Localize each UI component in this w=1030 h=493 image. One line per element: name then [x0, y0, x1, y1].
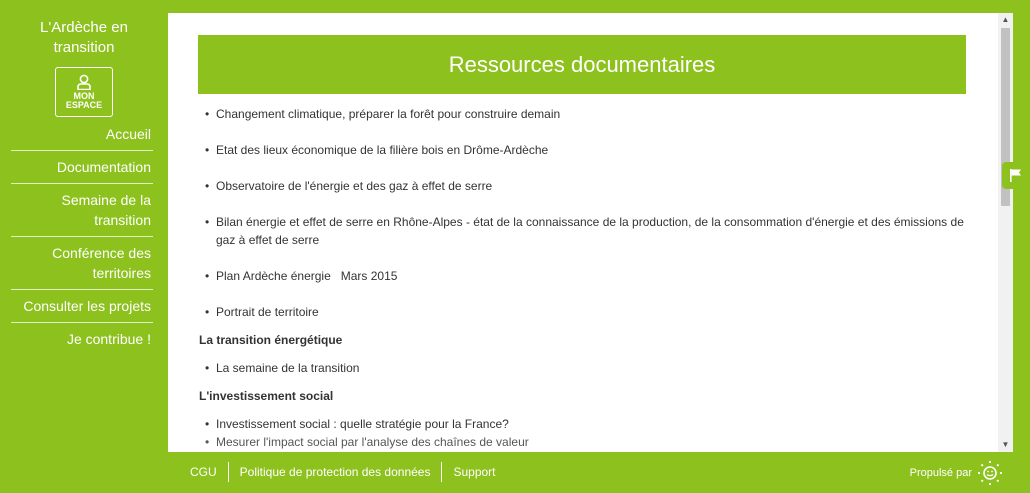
- list-item[interactable]: [199, 213, 969, 249]
- list-item-text[interactable]: Plan Ardèche énergie Mars 2015: [216, 269, 398, 283]
- user-icon: [77, 74, 91, 90]
- documents-list: [199, 105, 969, 451]
- flag-icon: [1002, 162, 1030, 189]
- list-item[interactable]: [199, 267, 969, 285]
- main-nav: [11, 124, 153, 355]
- footer-links: [180, 462, 507, 482]
- list-item-text[interactable]: La semaine de la transition: [216, 361, 360, 375]
- nav-je-contribue[interactable]: [11, 323, 153, 355]
- list-item[interactable]: [199, 359, 969, 377]
- section-heading-transition: La transition énergétique: [199, 333, 343, 347]
- content-panel: [168, 13, 1013, 452]
- footer-link-cgu[interactable]: CGU: [190, 465, 217, 479]
- site-title[interactable]: [0, 18, 168, 58]
- nav-conference-territoires[interactable]: [11, 237, 153, 290]
- sidebar: [0, 0, 168, 452]
- footer: [168, 452, 1030, 493]
- list-item-text[interactable]: Observatoire de l'énergie et des gaz à effet de serre: [216, 179, 493, 193]
- list-item-text[interactable]: Changement climatique, préparer la forêt pour construire demain: [216, 107, 561, 121]
- list-item-text[interactable]: Etat des lieux économique de la filière bois en Drôme-Ardèche: [216, 143, 549, 157]
- vertical-scrollbar[interactable]: [998, 13, 1013, 452]
- list-item-text[interactable]: Mesurer l'impact social par l'analyse des chaînes de valeur: [216, 435, 529, 449]
- nav-documentation[interactable]: [11, 151, 153, 184]
- nav-projets-label: Consulter les projets: [23, 298, 151, 314]
- page-title-banner: [198, 35, 966, 94]
- powered-by[interactable]: [910, 459, 1004, 487]
- list-item-text[interactable]: Investissement social : quelle stratégie pour la France?: [216, 417, 509, 431]
- list-item[interactable]: [199, 105, 969, 123]
- flag-tab-button[interactable]: [1002, 162, 1030, 189]
- nav-conference-label-1: Conférence des: [52, 245, 151, 261]
- nav-semaine-label-1: Semaine de la: [61, 192, 151, 208]
- list-item-text[interactable]: Bilan énergie et effet de serre en Rhône-Alpes - état de la connaissance de la production, de la consommation d'énergie et des émissions de gaz à effet de serre: [216, 215, 964, 247]
- list-item[interactable]: [199, 177, 969, 195]
- list-item-text[interactable]: Portrait de territoire: [216, 305, 319, 319]
- scroll-down-arrow-icon[interactable]: ▼: [1001, 440, 1010, 449]
- site-title-line2: transition: [53, 39, 115, 56]
- nav-consulter-projets[interactable]: [11, 290, 153, 323]
- list-item[interactable]: [199, 141, 969, 159]
- resource-list-1: [199, 105, 969, 321]
- nav-documentation-label: Documentation: [56, 159, 151, 175]
- nav-semaine-transition[interactable]: [11, 184, 153, 237]
- nav-accueil[interactable]: [11, 124, 153, 151]
- list-item[interactable]: [199, 415, 969, 433]
- nav-semaine-label-2: transition: [94, 212, 151, 228]
- resource-list-2: [199, 359, 969, 377]
- section-heading-investissement: L'investissement social: [199, 389, 334, 403]
- resource-list-3: [199, 415, 969, 451]
- nav-accueil-label: Accueil: [105, 126, 151, 142]
- nav-contribue-label: Je contribue !: [66, 331, 151, 347]
- sun-logo-icon: [976, 459, 1004, 487]
- footer-link-support[interactable]: Support: [441, 462, 506, 482]
- mon-espace-label-1: MON: [73, 91, 95, 101]
- footer-link-privacy[interactable]: Politique de protection des données: [228, 462, 442, 482]
- page-title: Ressources documentaires: [448, 52, 716, 77]
- powered-by-label: Propulsé par: [909, 467, 972, 479]
- scroll-up-arrow-icon[interactable]: ▲: [1001, 15, 1010, 24]
- mon-espace-button[interactable]: [55, 67, 113, 117]
- mon-espace-label-2: ESPACE: [65, 100, 103, 110]
- list-item[interactable]: [199, 433, 969, 451]
- nav-conference-label-2: territoires: [92, 265, 151, 281]
- site-title-line1: L'Ardèche en: [40, 19, 128, 36]
- list-item[interactable]: [199, 303, 969, 321]
